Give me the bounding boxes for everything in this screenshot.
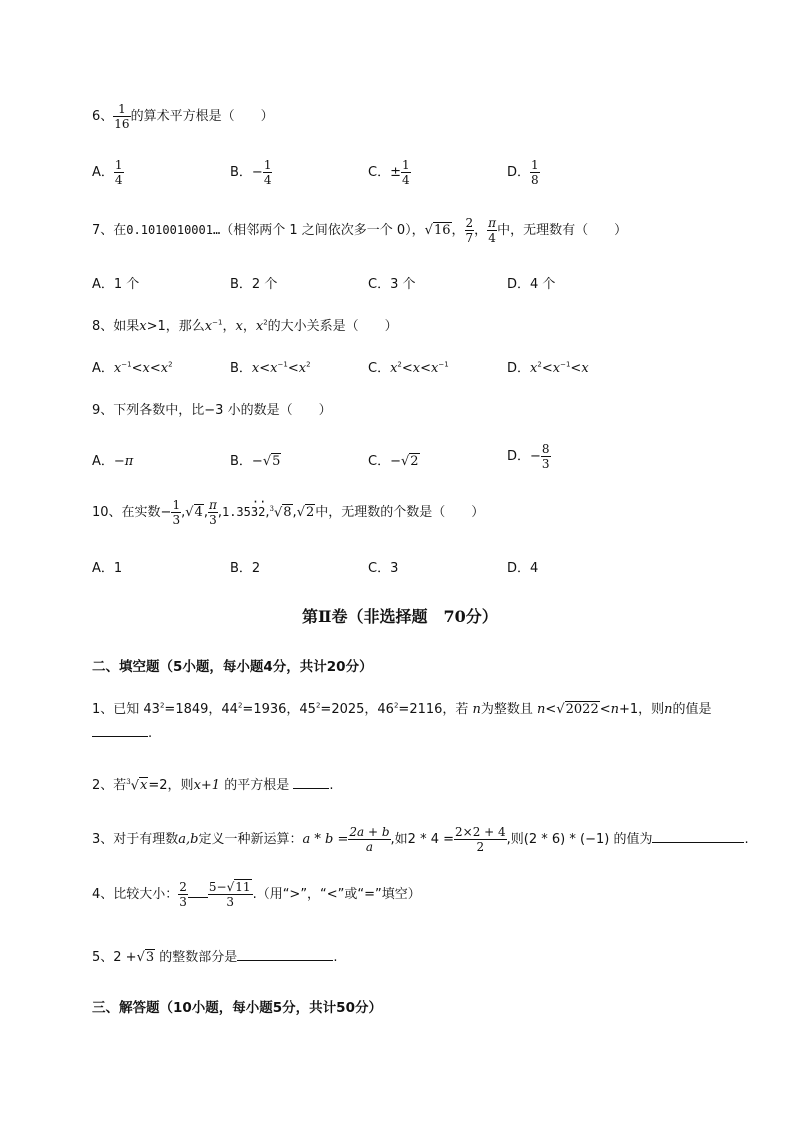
question-7: 7、在0.1010010001…（相邻两个 1 之间依次多一个 0），√16， $\frac{2}{7}$ ， $\frac{\pi}{4}$ 中，无理数有（ ）	[92, 216, 628, 245]
q10-option-d[interactable]: D．4	[507, 561, 539, 576]
fill-question-3: 3、对于有理数a,b定义一种新运算：a * b = $\frac{2a + b}{a}$ ,如2 * 4 = $\frac{2\times 2 + 4}{2}$ ,则(2 * 6) * (−1) 的值为 .	[92, 825, 749, 854]
q7-option-c[interactable]: C．3 个	[368, 277, 416, 292]
f2-blank[interactable]	[293, 776, 329, 789]
q7-option-d[interactable]: D．4 个	[507, 277, 556, 292]
question-10: 10、在实数− $\frac{1}{3}$ ,√4, $\frac{\pi}{3}$ ,1.35· 3· 2,$^3$√8,√2中，无理数的个数是（ ）	[92, 498, 484, 527]
q6-fraction: $\frac{1}{16}$	[114, 102, 130, 131]
q8-option-d[interactable]: D．$x^2<x^{-1}<x$	[507, 360, 589, 376]
q8-option-a[interactable]: A．$x^{-1}<x<x^2$	[92, 360, 173, 376]
q10-option-a[interactable]: A．1	[92, 561, 123, 576]
f1-answer-line[interactable]: .	[92, 724, 152, 741]
part2-title: 第Ⅱ卷（非选择题 70分）	[302, 607, 498, 626]
q10-option-b[interactable]: B．2	[230, 561, 261, 576]
q9-option-d[interactable]: D．− $\frac{8}{3}$	[507, 442, 550, 471]
question-9: 9、下列各数中，比−3 小的数是（ ）	[92, 403, 332, 418]
fill-question-5: 5、2 +√3 的整数部分是 .	[92, 950, 338, 965]
q6-text: 的算术平方根是（ ）	[130, 109, 274, 124]
fill-question-4: 4、比较大小： $\frac{2}{3}$ $\frac{5-√11}{3}$ .（用“>”，“<”或“=”填空）	[92, 880, 421, 909]
fill-question-2: 2、若$^3$√x=2，则x+1 的平方根是 .	[92, 777, 334, 793]
q6-option-c[interactable]: C．± $\frac{1}{4}$	[368, 158, 410, 187]
f4-blank[interactable]	[188, 885, 208, 898]
f3-blank[interactable]	[652, 830, 744, 843]
q8-option-b[interactable]: B．$x<x^{-1}<x^2$	[230, 360, 311, 376]
q9-option-c[interactable]: C．−√2	[368, 454, 419, 469]
question-6	[92, 102, 274, 131]
q8-option-c[interactable]: C．$x^2<x<x^{-1}$	[368, 360, 449, 376]
fill-question-1: 1、已知 $43^2=1849$，$44^2=1936$，$45^2=2025$，$46^2=2116$，若 n为整数且 n<√2022<n+1，则n的值是	[92, 701, 712, 717]
q7-sqrt16: √16	[424, 223, 451, 238]
question-8: 8、如果x>1，那么$x^{-1}$，x，$x^2$的大小关系是（ ）	[92, 318, 398, 334]
q9-option-a[interactable]: A．−π	[92, 454, 134, 469]
q6-prefix: 6、	[92, 109, 114, 124]
q10-option-c[interactable]: C．3	[368, 561, 399, 576]
f1-blank[interactable]	[92, 724, 148, 737]
q9-option-b[interactable]: B．−√5	[230, 454, 281, 469]
section3-title: 三、解答题（10小题，每小题5分，共计50分）	[92, 1000, 382, 1016]
q6-option-d[interactable]: D． $\frac{1}{8}$	[507, 158, 539, 187]
q7-option-b[interactable]: B．2 个	[230, 277, 278, 292]
q7-option-a[interactable]: A．1 个	[92, 277, 140, 292]
q6-option-b[interactable]: B．− $\frac{1}{4}$	[230, 158, 272, 187]
q6-option-a[interactable]: A． $\frac{1}{4}$	[92, 158, 123, 187]
section2-title: 二、填空题（5小题，每小题4分，共计20分）	[92, 659, 373, 675]
f5-blank[interactable]	[237, 948, 333, 961]
